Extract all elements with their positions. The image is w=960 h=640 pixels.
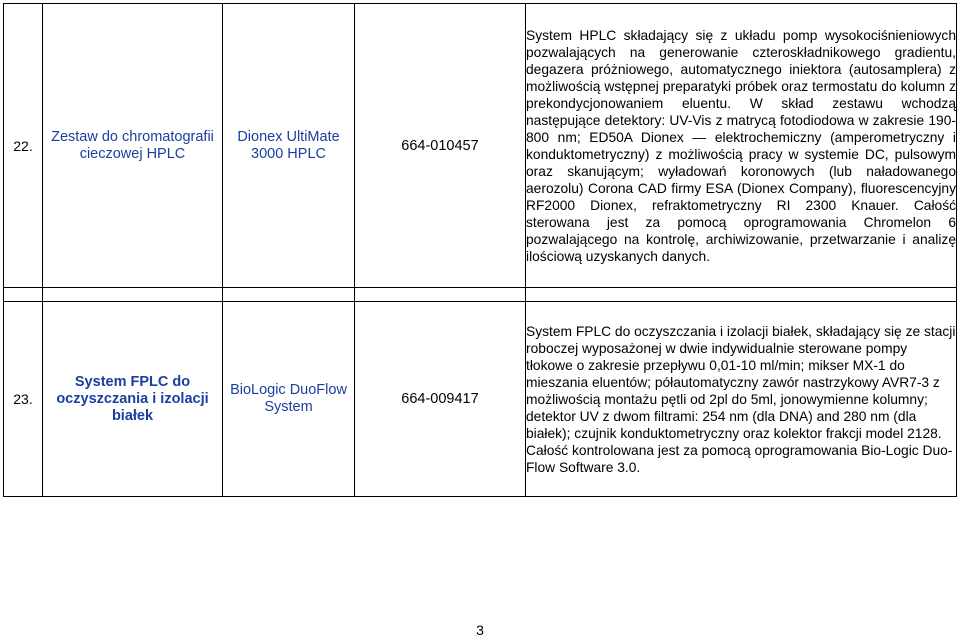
row-number: 22. (4, 4, 43, 288)
row-separator (4, 288, 957, 302)
equipment-name: Zestaw do chromatografii cieczowej HPLC (43, 4, 223, 288)
manufacturer-model: Dionex UltiMate 3000 HPLC (223, 4, 355, 288)
equipment-description: System FPLC do oczyszczania i izolacji białek, składający się ze stacji roboczej wyposażonej w dwie indywidualnie sterowane pompy tłokowe o zakresie przepływu 0,01-10 ml/min; mikser MX-1 do mieszania eluentów; półautomatyczny zawór nastrzykowy AVR7-3 z możliwością montażu pętli od 2pl do 5ml, jonowymienne kolumny; detektor UV z dwom filtrami: 254 nm (dla DNA) and 280 nm (dla białek); czujnik konduktometryczny oraz kolektor frakcji model 2128. Całość kontrolowana jest za pomocą oprogramowania Bio-Logic Duo-Flow Software 3.0. (526, 302, 957, 497)
inventory-code: 664-010457 (355, 4, 526, 288)
page-number: 3 (476, 622, 484, 638)
inventory-code: 664-009417 (355, 302, 526, 497)
equipment-description: System HPLC składający się z układu pomp wysokociśnieniowych pozwalających na generowanie czteroskładnikowego gradientu, degazera próżniowego, automatycznego iniektora (autosamplera) z możliwością wstępnej preparatyki próbek oraz termostatu do kolumn z prekondycjonowaniem eluentu. W skład zestawu wchodzą następujące detektory: UV-Vis z matrycą fotodiodowa w zakresie 190-800 nm; ED50A Dionex — elektrochemiczny (amperometryczny i konduktometryczny) z możliwością pracy w systemie DC, pulsowym oraz skanującym; wyładowań koronowych (lub naładowanego aerozolu) Corona CAD firmy ESA (Dionex Company), fluorescencyjny RF2000 Dionex, refraktometryczny RI 2300 Knauer. Całość sterowana jest za pomocą oprogramowania Chromelon 6 pozwalającego na kontrolę, archiwizowanie, przetwarzanie i analizę ilościową uzyskanych danych. (526, 4, 957, 288)
table-row (4, 302, 957, 497)
manufacturer-model: BioLogic DuoFlow System (223, 302, 355, 497)
row-number: 23. (4, 302, 43, 497)
table-row (4, 4, 957, 288)
equipment-table (3, 3, 957, 497)
equipment-name: System FPLC do oczyszczania i izolacji białek (43, 302, 223, 497)
